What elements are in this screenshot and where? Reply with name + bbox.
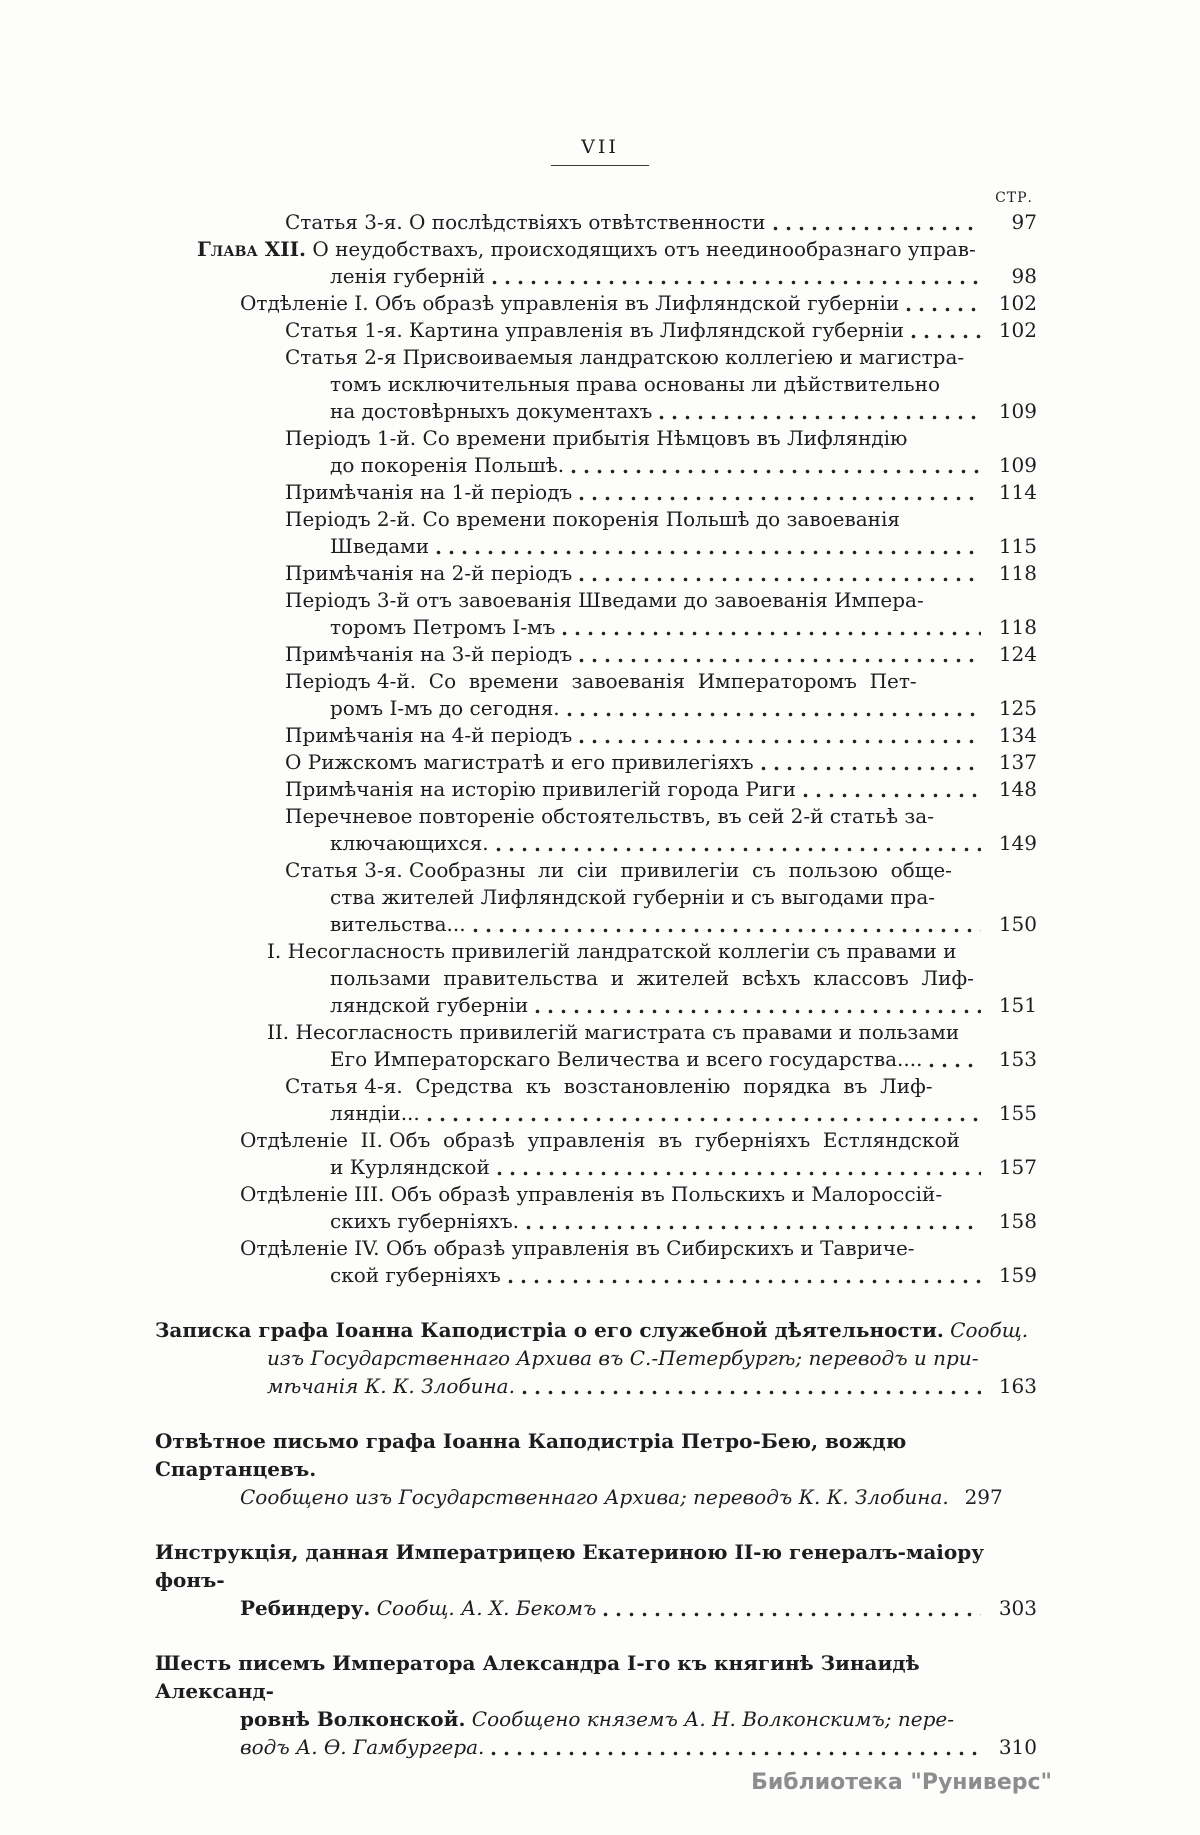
toc-text-segment: Шведами <box>330 534 430 558</box>
toc-line <box>155 695 1037 722</box>
toc-line-text <box>330 1208 519 1235</box>
toc-line <box>155 614 1037 641</box>
toc-text-segment: ромъ I-мъ до сегодня. <box>330 696 560 720</box>
toc-entry <box>155 560 1037 587</box>
toc-entry <box>155 209 1037 236</box>
toc-entry <box>155 290 1037 317</box>
toc-line <box>155 1100 1037 1127</box>
toc-line <box>155 479 1037 506</box>
toc-line-text <box>330 911 466 938</box>
toc-line-text <box>285 425 907 452</box>
page-column-header: СТР. <box>995 190 1033 206</box>
folio-number: VII <box>551 136 649 166</box>
dotted-leader <box>522 1390 981 1395</box>
page-number: 310 <box>998 1735 1037 1759</box>
toc-text-segment: вительства... <box>330 912 466 936</box>
toc-line <box>155 668 1037 695</box>
toc-line-text <box>330 884 935 911</box>
toc-line <box>155 587 1037 614</box>
toc-line-text <box>330 263 485 290</box>
toc-entry <box>155 1019 1037 1073</box>
toc-text-segment: Глава XII. <box>197 237 306 261</box>
toc-line-text <box>285 344 964 371</box>
toc-text-segment: Отдѣленіе IV. Объ образѣ управленія въ Сибирскихъ и Тавриче- <box>240 1236 915 1260</box>
toc-line-text <box>240 1483 949 1511</box>
toc-entry <box>155 1127 1037 1181</box>
page-number: 102 <box>998 318 1037 342</box>
toc-line <box>155 938 1037 965</box>
toc-line-text <box>330 1046 922 1073</box>
toc-text-segment: пользами правительства и жителей всѣхъ классовъ Лиф- <box>330 966 974 990</box>
dotted-leader <box>906 307 981 312</box>
toc-text-segment: Періодъ 2-й. Со времени покоренія Польшѣ до завоеванія <box>285 507 900 531</box>
toc-line-text <box>240 1127 960 1154</box>
toc-text-segment: томъ исключительныя права основаны ли дѣйствительно <box>330 372 940 396</box>
toc-text-segment: водъ А. Ѳ. Гамбургера. <box>240 1735 485 1759</box>
toc-line <box>155 1649 1037 1705</box>
toc-entry <box>155 587 1037 641</box>
toc-text-segment: Ребиндеру. <box>240 1596 371 1620</box>
toc-text-segment: скихъ губерніяхъ. <box>330 1209 520 1233</box>
toc-line-text <box>330 398 652 425</box>
toc-line <box>155 992 1037 1019</box>
toc-text-segment: Сообщ. <box>943 1318 1029 1342</box>
toc-line <box>155 533 1037 560</box>
toc-text-segment: Статья 3-я. О послѣдствіяхъ отвѣтственности <box>285 210 766 234</box>
page-number: 109 <box>998 399 1037 423</box>
toc-line <box>155 884 1037 911</box>
toc-line <box>155 209 1037 236</box>
dotted-leader <box>761 766 981 771</box>
toc-entry <box>155 668 1037 722</box>
toc-line <box>155 722 1037 749</box>
page-number: 149 <box>998 831 1037 855</box>
toc-text-segment: ровнѣ Волконской. <box>240 1707 466 1731</box>
toc-line-text <box>240 1705 954 1733</box>
toc-entry <box>155 1649 1037 1761</box>
dotted-leader <box>567 712 981 717</box>
page-number: 134 <box>998 723 1037 747</box>
toc-line-text <box>330 614 555 641</box>
toc-line <box>155 371 1037 398</box>
toc-text-segment: Отдѣленіе III. Объ образѣ управленія въ Польскихъ и Малороссій- <box>240 1182 943 1206</box>
page-number: 297 <box>964 1485 1003 1509</box>
page-number: 153 <box>998 1047 1037 1071</box>
toc-entry <box>155 425 1037 479</box>
toc-text-segment: Его Императорскаго Величества и всего государства.... <box>330 1047 923 1071</box>
dotted-leader <box>535 1009 981 1014</box>
toc-line-text <box>330 1154 490 1181</box>
dotted-leader <box>911 334 981 339</box>
toc-entry <box>155 938 1037 1019</box>
toc-line <box>155 1733 1037 1761</box>
toc-text-segment: ской губерніяхъ <box>330 1263 501 1287</box>
toc-line-text <box>330 1100 420 1127</box>
toc-line <box>155 1154 1037 1181</box>
toc-line <box>155 290 1037 317</box>
toc-text-segment: Записка графа Іоанна Каподистріа о его служебной дѣятельности. <box>155 1318 944 1342</box>
page-number: 102 <box>998 291 1037 315</box>
toc-line-text <box>330 371 940 398</box>
toc-text-segment: Періодъ 3-й отъ завоеванія Шведами до завоеванія Импера- <box>285 588 924 612</box>
toc-line <box>155 911 1037 938</box>
toc-line-text <box>285 560 572 587</box>
toc-line-text <box>330 965 974 992</box>
toc-line-text <box>240 1594 596 1622</box>
toc-text-segment: Періодъ 1-й. Со времени прибытія Нѣмцовъ въ Лифляндію <box>285 426 908 450</box>
toc-line-text <box>197 236 976 263</box>
toc-line-text <box>155 1649 1037 1705</box>
toc-line <box>155 506 1037 533</box>
page-number: 303 <box>998 1596 1037 1620</box>
toc-line <box>155 398 1037 425</box>
toc-text-segment: и Курляндской <box>330 1155 490 1179</box>
page-number: 137 <box>998 750 1037 774</box>
toc-line-text <box>285 803 934 830</box>
toc-text-segment: Примѣчанія на 4-й періодъ <box>285 723 573 747</box>
toc-line-text <box>267 1372 515 1400</box>
toc-entry <box>155 749 1037 776</box>
toc-entry <box>155 479 1037 506</box>
toc-text-segment: Примѣчанія на 3-й періодъ <box>285 642 573 666</box>
toc-text-segment: Примѣчанія на 2-й періодъ <box>285 561 573 585</box>
toc-line <box>155 830 1037 857</box>
page-number: 151 <box>998 993 1037 1017</box>
toc-line-text <box>285 506 900 533</box>
toc-text-segment: Статья 4-я. Средства къ возстановленію порядка въ Лиф- <box>285 1074 933 1098</box>
toc-line-text <box>285 776 796 803</box>
page-number: 148 <box>998 777 1037 801</box>
toc-line-text <box>330 533 429 560</box>
toc-entry <box>155 317 1037 344</box>
toc-line-text <box>285 857 952 884</box>
toc-line-text <box>330 452 564 479</box>
toc-line <box>155 1316 1037 1344</box>
toc-line-text <box>285 479 572 506</box>
toc-line <box>155 1427 1037 1483</box>
toc-text-segment: Шесть писемъ Императора Александра I-го къ княгинѣ Зинаидѣ Александ- <box>155 1651 927 1703</box>
toc-line <box>155 1235 1037 1262</box>
dotted-leader <box>497 1171 981 1176</box>
toc-line-text <box>330 830 489 857</box>
toc-text-segment: Сообщено изъ Государственнаго Архива; переводъ К. К. Злобина. <box>240 1485 949 1509</box>
toc-line <box>155 1372 1037 1400</box>
toc-line <box>155 344 1037 371</box>
toc-line <box>155 1019 1037 1046</box>
toc-line-text <box>285 722 572 749</box>
toc-entry <box>155 1235 1037 1289</box>
toc-line <box>155 1594 1037 1622</box>
toc-text-segment: Статья 3-я. Сообразны ли сіи привилегіи съ пользою обще- <box>285 858 952 882</box>
folio-header <box>0 136 1200 166</box>
toc-text-segment: Инструкція, данная Императрицею Екатериною II-ю генералъ-маіору фонъ- <box>155 1540 992 1592</box>
toc-line <box>155 1344 1037 1372</box>
toc-line-text <box>285 587 924 614</box>
dotted-leader <box>562 631 981 636</box>
toc-line <box>155 452 1037 479</box>
toc-line-text <box>285 317 904 344</box>
toc-line <box>155 1538 1037 1594</box>
page-number: 114 <box>998 480 1037 504</box>
toc-entry <box>155 1073 1037 1127</box>
toc-text-segment: изъ Государственнаго Архива въ С.-Петербургѣ; переводъ и при- <box>267 1346 979 1370</box>
toc-text-segment: торомъ Петромъ I-мъ <box>330 615 556 639</box>
toc-text-segment: О неудобствахъ, происходящихъ отъ неединообразнаго управ- <box>305 237 976 261</box>
toc-entry <box>155 506 1037 560</box>
toc-line-text <box>267 1019 959 1046</box>
dotted-leader <box>579 739 981 744</box>
page-number: 97 <box>1011 210 1037 234</box>
toc-line <box>155 1073 1037 1100</box>
toc-line-text <box>155 1538 1037 1594</box>
toc-entry <box>155 1427 1037 1511</box>
toc-line-text <box>267 1344 978 1372</box>
toc-text-segment: Примѣчанія на исторію привилегій города Риги <box>285 777 796 801</box>
library-watermark: Библиотека "Руниверс" <box>751 1770 1052 1795</box>
toc-text-segment: ключающихся. <box>330 831 489 855</box>
toc-line-text <box>330 695 560 722</box>
toc-line-text <box>240 1181 942 1208</box>
dotted-leader <box>526 1225 981 1230</box>
page-number: 118 <box>998 615 1037 639</box>
dotted-leader <box>491 1751 981 1756</box>
toc-entry <box>155 1538 1037 1622</box>
page-number: 115 <box>998 534 1037 558</box>
toc-entry <box>155 722 1037 749</box>
toc-line <box>155 1262 1037 1289</box>
toc-line <box>155 803 1037 830</box>
toc-text-segment: ленія губерній <box>330 264 486 288</box>
toc-line <box>155 263 1037 290</box>
toc-text-segment: ства жителей Лифляндской губерніи и съ выгодами пра- <box>330 885 936 909</box>
dotted-leader <box>492 280 981 285</box>
toc-text-segment: Статья 2-я Присвоиваемыя ландратскою коллегіею и магистра- <box>285 345 965 369</box>
toc-text-segment: мѣчанія К. К. Злобина. <box>267 1374 515 1398</box>
toc-line <box>155 560 1037 587</box>
dotted-leader <box>579 496 981 501</box>
toc-line <box>155 317 1037 344</box>
toc-entry <box>155 236 1037 290</box>
toc-text-segment: Сообщено княземъ А. Н. Волконскимъ; пере- <box>465 1707 954 1731</box>
toc-line-text <box>240 1733 484 1761</box>
toc-entries <box>155 209 1037 1761</box>
toc-text-segment: до покоренія Польшѣ. <box>330 453 565 477</box>
toc-text-segment: Примѣчанія на 1-й періодъ <box>285 480 573 504</box>
toc-line-text <box>285 668 917 695</box>
page-number: 155 <box>998 1101 1037 1125</box>
toc-line <box>155 236 1037 263</box>
toc-line <box>155 425 1037 452</box>
toc-text-segment: Отдѣленіе I. Объ образѣ управленія въ Лифляндской губерніи <box>240 291 900 315</box>
toc-line <box>155 965 1037 992</box>
toc-text-segment: I. Несогласность привилегій ландратской коллегіи съ правами и <box>267 939 957 963</box>
toc-line <box>155 857 1037 884</box>
toc-text-segment: Періодъ 4-й. Со времени завоеванія Императоромъ Пет- <box>285 669 917 693</box>
toc-entry <box>155 776 1037 803</box>
toc-line <box>155 776 1037 803</box>
toc-entry <box>155 641 1037 668</box>
dotted-leader <box>659 415 981 420</box>
toc-text-segment: ляндіи... <box>330 1101 420 1125</box>
toc-line-text <box>285 1073 933 1100</box>
page-number: 157 <box>998 1155 1037 1179</box>
dotted-leader <box>929 1063 981 1068</box>
table-of-contents <box>155 190 1037 1761</box>
toc-line <box>155 1208 1037 1235</box>
toc-line-text <box>330 992 528 1019</box>
toc-line-text <box>155 1427 1037 1483</box>
toc-entry <box>155 1316 1037 1400</box>
toc-text-segment: Сообщ. А. Х. Бекомъ <box>370 1596 597 1620</box>
toc-text-segment: Отдѣленіе II. Объ образѣ управленія въ губерніяхъ Естляндской <box>240 1128 960 1152</box>
toc-line-text <box>285 641 572 668</box>
dotted-leader <box>427 1117 981 1122</box>
toc-line-text <box>285 209 766 236</box>
page-number: 163 <box>998 1374 1037 1398</box>
page-number: 159 <box>998 1263 1037 1287</box>
toc-entry <box>155 803 1037 857</box>
page-number: 158 <box>998 1209 1037 1233</box>
toc-line <box>155 749 1037 776</box>
dotted-leader <box>579 577 981 582</box>
dotted-leader <box>803 793 981 798</box>
dotted-leader <box>571 469 981 474</box>
toc-line-text <box>240 1235 915 1262</box>
page-number: 109 <box>998 453 1037 477</box>
dotted-leader <box>496 847 981 852</box>
toc-text-segment: Отвѣтное письмо графа Іоанна Каподистріа Петро-Бею, вождю Спартанцевъ. <box>155 1429 914 1481</box>
dotted-leader <box>473 928 981 933</box>
dotted-leader <box>508 1279 981 1284</box>
dotted-leader <box>579 658 981 663</box>
page-number: 98 <box>1011 264 1037 288</box>
page-number: 125 <box>998 696 1037 720</box>
dotted-leader <box>773 226 982 231</box>
toc-text-segment: Перечневое повтореніе обстоятельствъ, въ сей 2-й статьѣ за- <box>285 804 934 828</box>
toc-line <box>155 1705 1037 1733</box>
toc-line-text <box>155 1316 1028 1344</box>
toc-entry <box>155 857 1037 938</box>
toc-line-text <box>240 290 899 317</box>
toc-entry <box>155 344 1037 425</box>
toc-line <box>155 1483 1037 1511</box>
page-number: 150 <box>998 912 1037 936</box>
toc-text-segment: ляндской губерніи <box>330 993 529 1017</box>
page-number: 124 <box>998 642 1037 666</box>
toc-entry <box>155 1181 1037 1235</box>
toc-line <box>155 1046 1037 1073</box>
toc-line-text <box>285 749 754 776</box>
toc-line <box>155 641 1037 668</box>
toc-text-segment: II. Несогласность привилегій магистрата съ правами и пользами <box>267 1020 960 1044</box>
toc-text-segment: на достовѣрныхъ документахъ <box>330 399 653 423</box>
toc-text-segment: О Рижскомъ магистратѣ и его привилегіяхъ <box>285 750 754 774</box>
toc-line-text <box>267 938 956 965</box>
toc-text-segment: Статья 1-я. Картина управленія въ Лифляндской губерніи <box>285 318 904 342</box>
page-number: 118 <box>998 561 1037 585</box>
toc-line <box>155 1127 1037 1154</box>
toc-line <box>155 1181 1037 1208</box>
dotted-leader <box>436 550 981 555</box>
dotted-leader <box>603 1612 981 1617</box>
toc-line-text <box>330 1262 501 1289</box>
